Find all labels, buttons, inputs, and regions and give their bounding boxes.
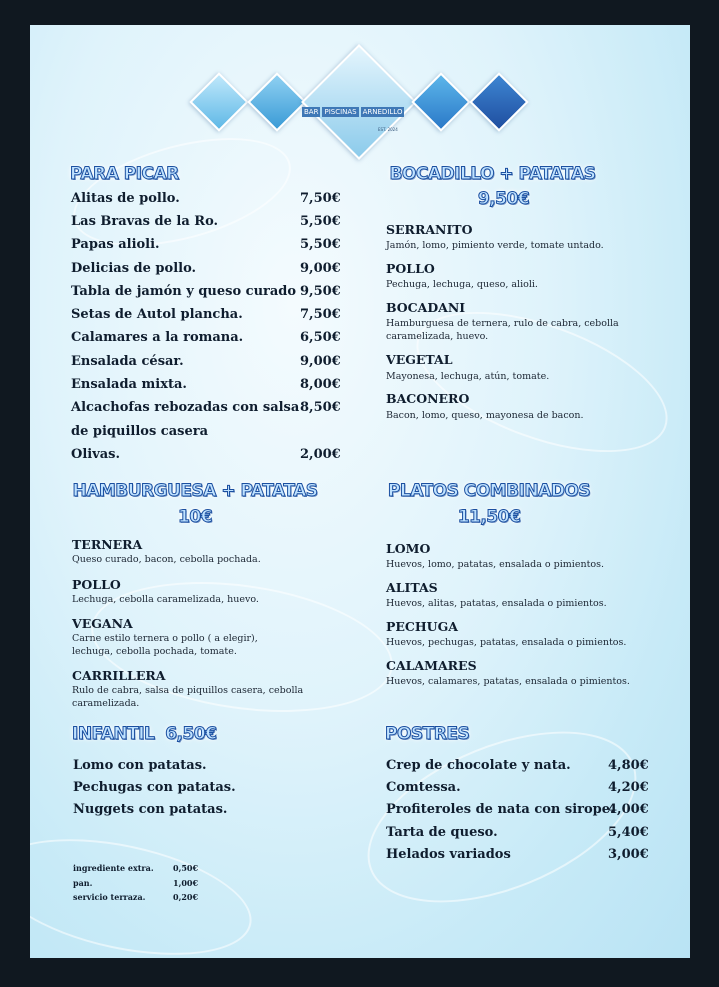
menu-item-name: CALAMARES: [386, 658, 477, 673]
menu-item-price: 3,00€: [608, 847, 649, 862]
menu-item-name: BACONERO: [386, 391, 470, 406]
menu-item-price: 5,50€: [300, 214, 341, 229]
menu-page: [30, 25, 690, 958]
menu-item-name: de piquillos casera: [71, 424, 208, 439]
extra-item-name: pan.: [73, 878, 93, 888]
menu-item-description: Huevos, alitas, patatas, ensalada o pimientos.: [386, 598, 607, 609]
logo-diamond: [247, 72, 306, 131]
menu-item-name: LOMO: [386, 541, 431, 556]
menu-item-name: SERRANITO: [386, 222, 473, 237]
extra-item-name: ingrediente extra.: [73, 863, 154, 873]
bar-logo: [190, 37, 530, 165]
logo-diamond: [189, 72, 248, 131]
menu-item-description: Lechuga, cebolla caramelizada, huevo.: [72, 594, 259, 605]
section-title-para-picar: PARA PICAR: [70, 164, 179, 184]
menu-item-name: Olivas.: [71, 447, 121, 462]
menu-item-price: 9,50€: [300, 284, 341, 299]
menu-item-description: Carne estilo ternera o pollo ( a elegir), lechuga, cebolla pochada, tomate.: [72, 633, 258, 657]
menu-item-name: Helados variados: [386, 847, 511, 862]
menu-item-price: 9,00€: [300, 261, 341, 276]
extra-item-name: servicio terraza.: [73, 892, 146, 902]
section-price-platos: 11,50€: [457, 507, 521, 527]
menu-item-name: Comtessa.: [386, 780, 461, 795]
menu-item-price: 7,50€: [300, 191, 341, 206]
menu-item-name: Setas de Autol plancha.: [71, 307, 243, 322]
extra-item-price: 0,50€: [173, 863, 199, 873]
menu-item-description: Huevos, calamares, patatas, ensalada o pimientos.: [386, 676, 630, 687]
logo-diamond-center: [301, 44, 417, 160]
menu-item-description: Rulo de cabra, salsa de piquillos casera, cebolla caramelizada.: [72, 685, 304, 709]
menu-item-price: 7,50€: [300, 307, 341, 322]
section-price-hamburguesa: 10€: [178, 507, 212, 527]
logo-diamond: [469, 72, 528, 131]
menu-item-name: CARRILLERA: [72, 668, 166, 683]
menu-item-price: 8,50€: [300, 400, 341, 415]
extra-item-price: 0,20€: [173, 892, 199, 902]
logo-word: BAR: [304, 108, 319, 116]
menu-item-price: 6,50€: [300, 330, 341, 345]
logo-wordmark: [302, 107, 422, 117]
logo-word: PISCINAS: [324, 108, 357, 116]
menu-item-name: TERNERA: [72, 537, 143, 552]
menu-item-name: BOCADANI: [386, 300, 466, 315]
menu-item-name: Las Bravas de la Ro.: [71, 214, 219, 229]
logo-established: EST. 2024: [378, 127, 398, 132]
menu-item-price: 2,00€: [300, 447, 341, 462]
menu-item-name: Ensalada mixta.: [71, 377, 187, 392]
menu-item-name: Lomo con patatas.: [73, 758, 207, 773]
menu-item-name: Tabla de jamón y queso curado: [71, 284, 297, 299]
menu-item-price: 5,50€: [300, 237, 341, 252]
extra-item-price: 1,00€: [173, 878, 199, 888]
section-title-bocadillo: BOCADILLO + PATATAS: [389, 164, 596, 184]
menu-item-name: PECHUGA: [386, 619, 458, 634]
menu-item-name: Pechugas con patatas.: [73, 780, 236, 795]
menu-item-description: Hamburguesa de ternera, rulo de cabra, cebolla caramelizada, huevo.: [386, 318, 619, 342]
menu-item-name: Ensalada césar.: [71, 354, 184, 369]
section-title-hamburguesa: HAMBURGUESA + PATATAS: [72, 481, 318, 501]
menu-item-description: Huevos, pechugas, patatas, ensalada o pimientos.: [386, 637, 627, 648]
menu-item-name: VEGETAL: [386, 352, 453, 367]
menu-item-description: Mayonesa, lechuga, atún, tomate.: [386, 371, 550, 382]
water-caustic: [30, 819, 262, 958]
menu-item-description: Pechuga, lechuga, queso, alioli.: [386, 279, 538, 290]
menu-item-name: Crep de chocolate y nata.: [386, 758, 571, 773]
menu-item-name: Alcachofas rebozadas con salsa: [71, 400, 300, 415]
menu-item-name: Alitas de pollo.: [71, 191, 180, 206]
menu-item-name: Papas alioli.: [71, 237, 160, 252]
menu-item-name: Profiteroles de nata con sirope.: [386, 802, 615, 817]
logo-word: ARNEDILLO: [362, 108, 403, 116]
menu-item-price: 4,80€: [608, 758, 649, 773]
menu-item-name: Calamares a la romana.: [71, 330, 244, 345]
menu-item-price: 4,00€: [608, 802, 649, 817]
menu-item-name: Tarta de queso.: [386, 825, 498, 840]
section-title-platos: PLATOS COMBINADOS: [387, 481, 591, 501]
menu-item-name: POLLO: [72, 577, 121, 592]
menu-item-description: Jamón, lomo, pimiento verde, tomate untado.: [386, 240, 604, 251]
section-title-postres: POSTRES: [385, 724, 470, 744]
menu-item-price: 5,40€: [608, 825, 649, 840]
menu-item-description: Huevos, lomo, patatas, ensalada o pimientos.: [386, 559, 604, 570]
section-price-bocadillo: 9,50€: [477, 189, 530, 209]
menu-item-name: Nuggets con patatas.: [73, 802, 228, 817]
menu-item-price: 4,20€: [608, 780, 649, 795]
logo-diamond: [411, 72, 470, 131]
menu-item-name: Delicias de pollo.: [71, 261, 197, 276]
menu-item-price: 9,00€: [300, 354, 341, 369]
menu-item-name: VEGANA: [72, 616, 133, 631]
menu-item-description: Bacon, lomo, queso, mayonesa de bacon.: [386, 410, 584, 421]
section-title-infantil: INFANTIL 6,50€: [72, 724, 217, 744]
menu-item-name: POLLO: [386, 261, 435, 276]
menu-item-name: ALITAS: [386, 580, 438, 595]
menu-item-description: Queso curado, bacon, cebolla pochada.: [72, 554, 261, 565]
menu-item-price: 8,00€: [300, 377, 341, 392]
